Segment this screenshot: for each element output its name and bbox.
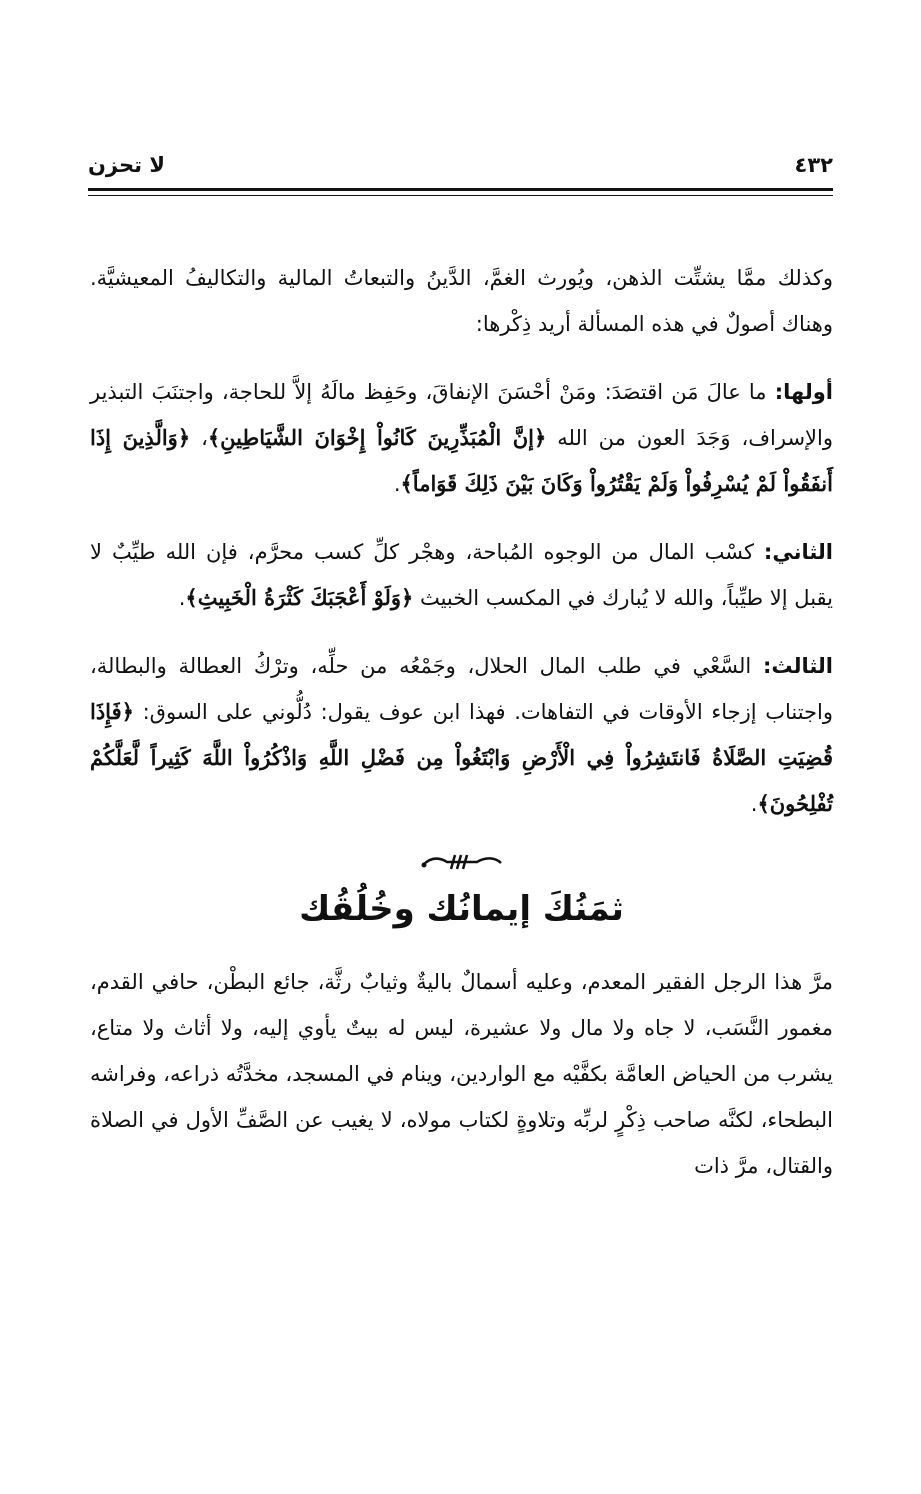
quran-verse-2: ﴿وَالَّذِينَ إِذَا أَنفَقُواْ لَمْ يُسْرِفُواْ وَلَمْ يَقْتُرُواْ وَكَانَ بَيْنَ ذَلِكَ قَوَاماً﴾ — [90, 425, 833, 496]
first-text-3: . — [393, 472, 401, 496]
second-principle-paragraph — [90, 529, 833, 621]
first-text-1: ما عالَ مَن اقتصَدَ: ومَنْ أحْسَنَ الإنفاقَ، وحَفِظ مالَهُ إلاَّ للحاجة، واجتنَبَ التبذير والإسراف، وَجَدَ العون من الله — [90, 380, 833, 450]
page-header — [88, 150, 833, 184]
quran-verse-4: ﴿فَإِذَا قُضِيَتِ الصَّلَاةُ فَانتَشِرُواْ فِي الْأَرْضِ وَابْتَغُواْ مِن فَضْلِ اللَّهِ وَاذْكُرُواْ اللَّهَ كَثِيراً لَّعَلَّكُمْ تُفْلِحُونَ﴾ — [90, 699, 833, 816]
first-text-2: ، — [190, 426, 208, 450]
header-rule-thick — [88, 188, 833, 191]
page-number: ٤٣٢ — [794, 153, 833, 177]
intro-paragraph — [90, 255, 833, 347]
running-title: لا تحزن — [88, 153, 165, 177]
page-body — [90, 255, 833, 1211]
third-text-2: . — [750, 792, 758, 816]
ornament-divider — [417, 849, 507, 875]
section-title: ثمَنُكَ إيمانُك وخُلُقُك — [299, 889, 624, 929]
third-principle-paragraph — [90, 643, 833, 827]
third-lead: الثالث: — [762, 654, 833, 678]
intro-text: وكذلك ممَّا يشتِّت الذهن، ويُورث الغمَّ، الدَّينُ والتبعاتُ المالية والتكاليفُ المعيشيَّة. وهناك أصولٌ في هذه المسألة أريد ذِكْرها: — [90, 266, 833, 336]
story-text: مرَّ هذا الرجل الفقير المعدم، وعليه أسمالٌ باليةٌ وثيابٌ رثَّة، جائع البطْن، حافي القدم، مغمور النَّسَب، لا جاه ولا مال ولا عشيرة، ليس له بيتٌ يأوي إليه، ولا أثاث ولا متاع، يشرب من الحياض العامَّة بكفَّيْه مع الواردين، وينام في المسجد، مخدَّتُه ذراعه، وفراشه البطحاء، لكنَّه صاحب ذِكْرٍ لربِّه وتلاوةٍ لكتاب مولاه، لا يغيب عن الصَّفِّ الأول في الصلاة والقتال، مرَّ ذات — [90, 970, 833, 1178]
second-text-2: . — [178, 586, 186, 610]
second-text-1: كسْب المال من الوجوه المُباحة، وهجْر كلِّ كسب محرَّم، فإن الله طيِّبٌ لا يقبل إلا طيِّباً، والله لا يُبارك في المكسب الخبيث — [90, 540, 833, 610]
quran-verse-1: ﴿إنَّ الْمُبَذِّرِينَ كَانُواْ إِخْوَانَ الشَّيَاطِينِ﴾ — [207, 425, 547, 450]
header-rule-thin — [88, 195, 833, 196]
story-paragraph — [90, 959, 833, 1189]
second-lead: الثاني: — [763, 540, 833, 564]
third-text-1: السَّعْي في طلب المال الحلال، وجَمْعُه من حلِّه، وترْكُ العطالة والبطالة، واجتناب إزجاء الأوقات في التفاهات. فهذا ابن عوف يقول: دُلُّوني على السوق: — [90, 654, 833, 724]
first-principle-paragraph — [90, 369, 833, 507]
quran-verse-3: ﴿وَلَوْ أَعْجَبَكَ كَثْرَةُ الْخَبِيثِ﴾ — [185, 585, 414, 610]
first-lead: أولها: — [774, 380, 833, 404]
